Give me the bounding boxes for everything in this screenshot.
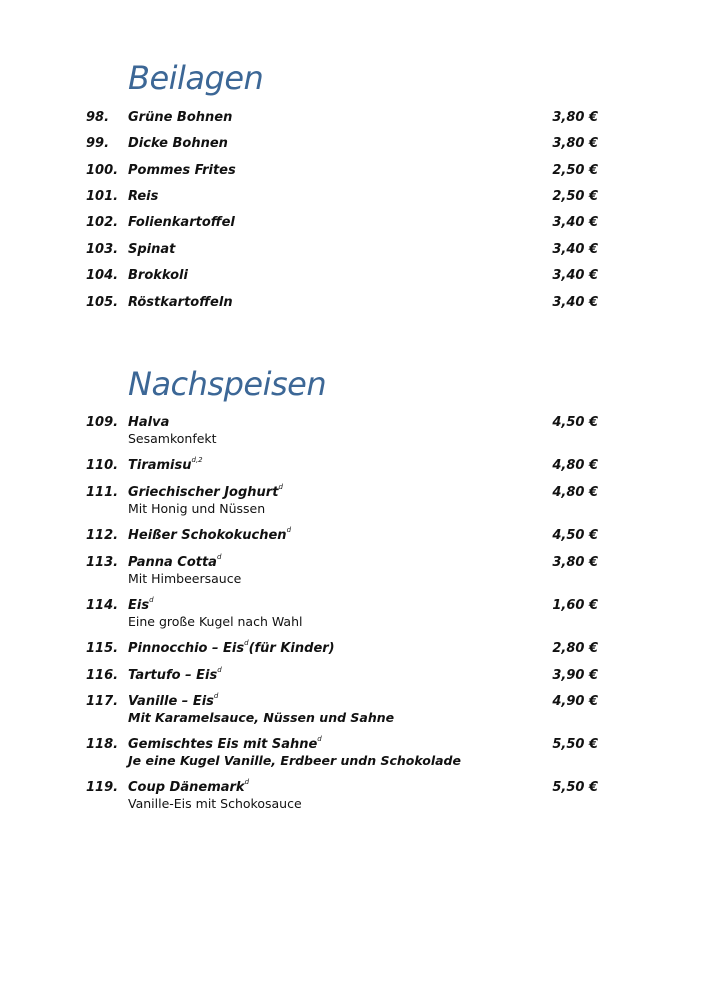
item-price: 4,80 €	[552, 485, 598, 500]
item-name-text: Heißer Schokokuchen	[128, 528, 287, 543]
item-name-text: Griechischer Joghurt	[128, 485, 279, 500]
menu-item	[86, 457, 602, 474]
menu-item	[86, 241, 602, 258]
item-price: 2,50 €	[552, 163, 598, 178]
allergen-note: d	[216, 553, 222, 561]
item-name: Röstkartoffeln	[128, 295, 233, 310]
item-name-text: Pinnocchio – Eis	[128, 641, 245, 656]
menu-item	[86, 162, 602, 179]
item-price: 2,80 €	[552, 641, 598, 656]
item-price: 4,80 €	[552, 458, 598, 473]
item-name: Dicke Bohnen	[128, 136, 228, 151]
menu-item	[86, 779, 602, 812]
item-name	[128, 693, 218, 710]
item-number: 99.	[86, 136, 110, 151]
item-price: 3,40 €	[552, 215, 598, 230]
item-number: 104.	[86, 268, 119, 283]
allergen-note: d	[149, 596, 154, 604]
item-number: 112.	[86, 528, 119, 543]
item-name	[128, 527, 291, 544]
item-number: 111.	[86, 485, 119, 500]
item-name: Grüne Bohnen	[128, 110, 233, 125]
item-price: 3,40 €	[552, 242, 598, 257]
menu-item	[86, 294, 602, 311]
item-price: 3,80 €	[552, 110, 598, 125]
allergen-note: d	[213, 692, 219, 700]
item-number: 109.	[86, 415, 119, 430]
item-name-suffix: (für Kinder)	[248, 641, 335, 656]
item-description: Sesamkonfekt	[128, 431, 217, 446]
allergen-note: d	[278, 483, 283, 491]
item-price: 3,40 €	[552, 295, 598, 310]
menu-item	[86, 667, 602, 684]
item-name: Folienkartoffel	[128, 215, 235, 230]
item-name-text: Panna Cotta	[128, 555, 217, 570]
item-name	[128, 779, 249, 796]
item-number: 118.	[86, 737, 119, 752]
allergen-note: d,2	[191, 456, 203, 464]
item-name	[128, 640, 335, 657]
menu-item	[86, 214, 602, 231]
item-description: Eine große Kugel nach Wahl	[128, 614, 303, 629]
item-number: 98.	[86, 110, 110, 125]
menu-item	[86, 640, 602, 657]
allergen-note: d	[217, 666, 222, 674]
item-description: Mit Himbeersauce	[128, 571, 242, 586]
menu-item	[86, 554, 602, 587]
item-name-text: Tartufo – Eis	[128, 668, 218, 683]
item-price: 3,80 €	[552, 136, 598, 151]
item-name	[128, 484, 283, 501]
item-number: 114.	[86, 598, 119, 613]
menu-item	[86, 736, 602, 769]
item-price: 3,90 €	[552, 668, 598, 683]
item-number: 100.	[86, 163, 119, 178]
item-name	[128, 597, 154, 614]
item-number: 117.	[86, 694, 119, 709]
item-number: 103.	[86, 242, 119, 257]
item-name-text: Halva	[128, 415, 170, 430]
item-number: 115.	[86, 641, 119, 656]
item-price: 5,50 €	[552, 780, 598, 795]
item-price: 5,50 €	[552, 737, 598, 752]
menu-item	[86, 693, 602, 726]
item-name: Spinat	[128, 242, 176, 257]
item-price: 4,50 €	[552, 528, 598, 543]
item-price: 3,80 €	[552, 555, 598, 570]
item-price: 3,40 €	[552, 268, 598, 283]
menu-item	[86, 597, 602, 630]
item-description: Mit Karamelsauce, Nüssen und Sahne	[128, 710, 395, 725]
item-name: Reis	[128, 189, 159, 204]
item-name	[128, 667, 222, 684]
item-number: 113.	[86, 555, 119, 570]
item-number: 101.	[86, 189, 119, 204]
item-name	[128, 414, 169, 431]
item-name: Brokkoli	[128, 268, 188, 283]
item-description: Mit Honig und Nüssen	[128, 501, 266, 516]
allergen-note: d	[317, 735, 322, 743]
menu-item	[86, 135, 602, 152]
item-name-text: Vanille – Eis	[128, 694, 214, 709]
menu-item	[86, 414, 602, 447]
item-number: 119.	[86, 780, 119, 795]
menu-item	[86, 109, 602, 126]
menu-item	[86, 484, 602, 517]
item-name: Pommes Frites	[128, 163, 236, 178]
item-name	[128, 554, 221, 571]
item-number: 105.	[86, 295, 119, 310]
menu-item	[86, 267, 602, 284]
menu-item	[86, 188, 602, 205]
allergen-note: d	[286, 526, 292, 534]
item-price: 1,60 €	[552, 598, 598, 613]
item-name	[128, 457, 203, 474]
item-name-text: Gemischtes Eis mit Sahne	[128, 737, 318, 752]
item-price: 2,50 €	[552, 189, 598, 204]
item-price: 4,50 €	[552, 415, 598, 430]
allergen-note: d	[244, 639, 249, 647]
item-number: 110.	[86, 458, 119, 473]
item-description: Vanille-Eis mit Schokosauce	[128, 796, 302, 811]
item-name	[128, 736, 322, 753]
menu-item	[86, 527, 602, 544]
item-price: 4,90 €	[552, 694, 598, 709]
allergen-note: d	[244, 778, 250, 786]
item-description: Je eine Kugel Vanille, Erdbeer undn Schokolade	[128, 753, 461, 768]
item-number: 102.	[86, 215, 119, 230]
item-number: 116.	[86, 668, 119, 683]
item-name-text: Eis	[128, 598, 150, 613]
beilagen-title: Beilagen	[128, 59, 264, 97]
item-name-text: Tiramisu	[128, 458, 192, 473]
nachspeisen-title: Nachspeisen	[128, 365, 327, 403]
item-name-text: Coup Dänemark	[128, 780, 245, 795]
